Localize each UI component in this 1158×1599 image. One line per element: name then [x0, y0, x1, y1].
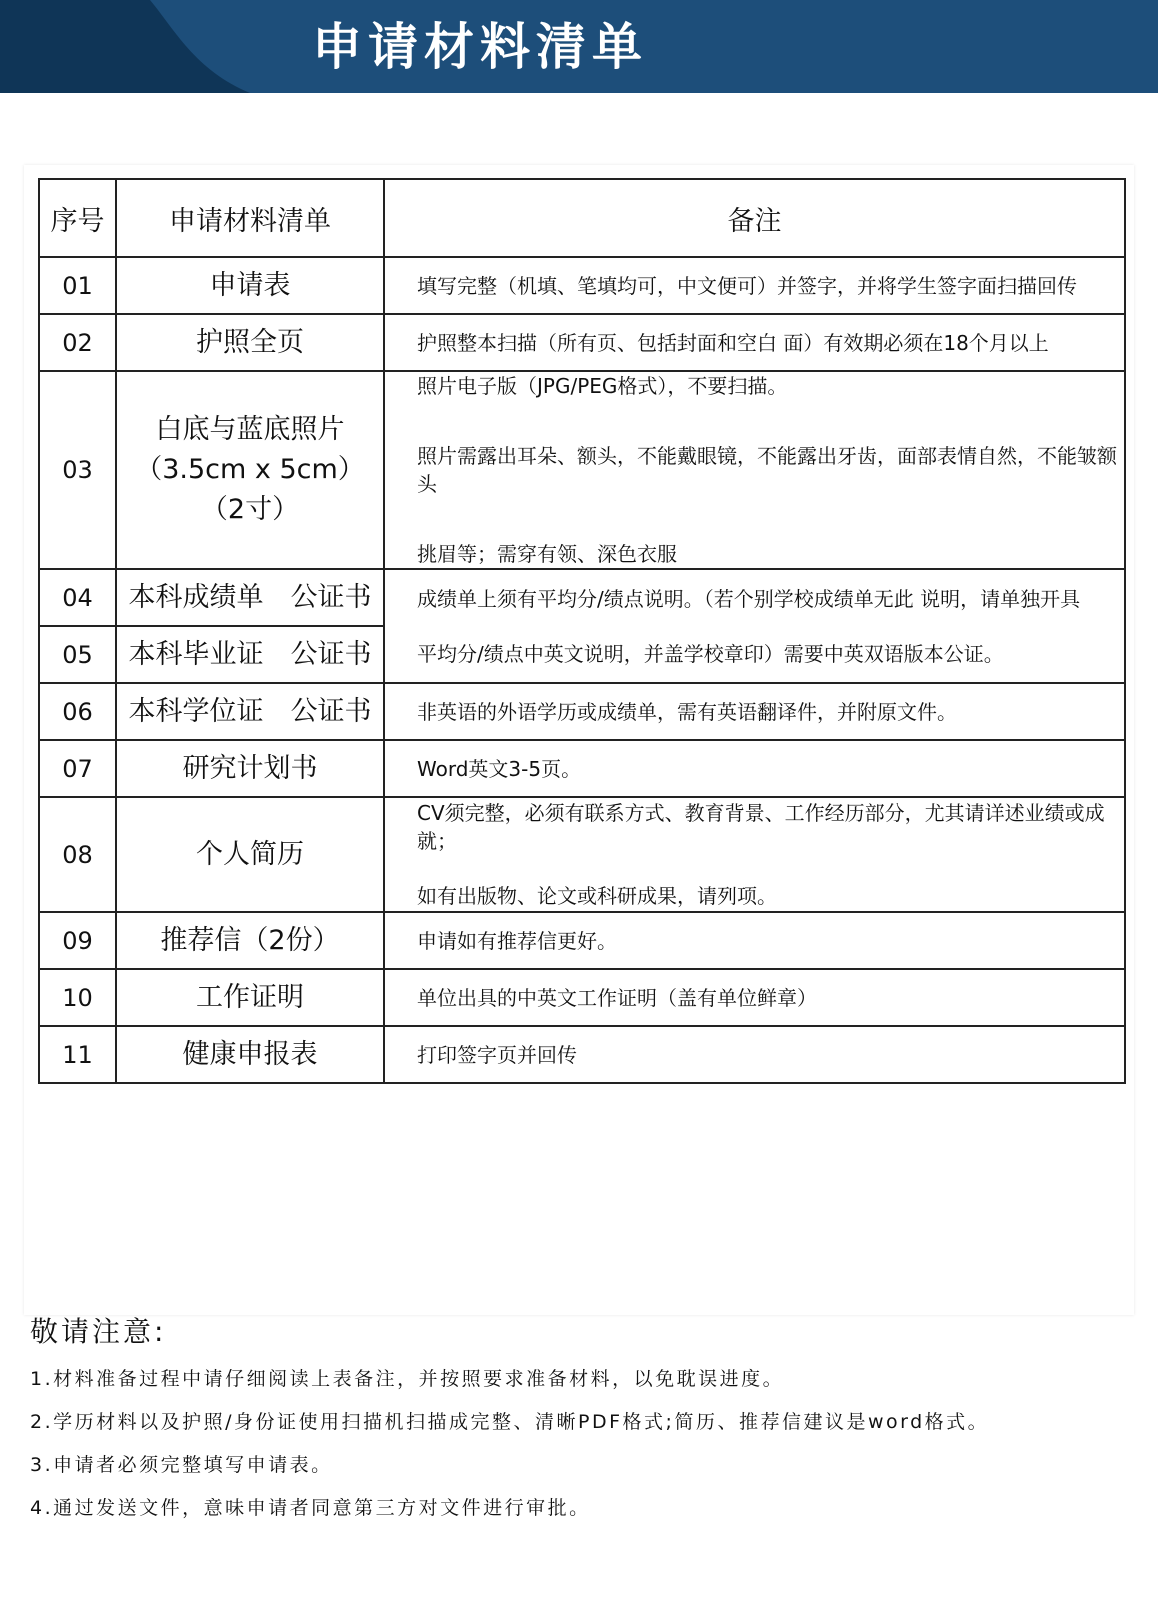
material-line: 白底与蓝底照片 — [155, 414, 345, 445]
row-note: 填写完整（机填、笔填均可，中文便可）并签字，并将学生签字面扫描回传 — [384, 257, 1125, 314]
row-note: Word英文3-5页。 — [384, 740, 1125, 797]
notice-section — [30, 1312, 989, 1530]
row-no: 02 — [39, 314, 116, 371]
row-material — [116, 371, 384, 569]
row-no: 08 — [39, 797, 116, 912]
material-line: （3.5cm x 5cm） — [135, 454, 365, 485]
notice-item: 3.申请者必须完整填写申请表。 — [30, 1454, 333, 1476]
note-line: CV须完整，必须有联系方式、教育背景、工作经历部分，尤其请详述业绩或成就； — [417, 801, 1105, 853]
material-line: （2寸） — [200, 494, 300, 525]
row-note — [384, 371, 1125, 569]
row-no: 01 — [39, 257, 116, 314]
row-material: 本科成绩单 公证书 — [116, 569, 384, 626]
page-title: 申请材料清单 — [312, 18, 648, 76]
row-material: 护照全页 — [116, 314, 384, 371]
row-material: 研究计划书 — [116, 740, 384, 797]
table-header-row — [39, 179, 1125, 257]
materials-table — [38, 178, 1126, 1084]
notice-item: 2.学历材料以及护照/身份证使用扫描机扫描成完整、清晰PDF格式;简历、推荐信建议是word格式。 — [30, 1411, 990, 1433]
table-row — [39, 569, 1125, 626]
header-banner — [0, 0, 1158, 93]
row-note: 护照整本扫描（所有页、包括封面和空白 面）有效期必须在18个月以上 — [384, 314, 1125, 371]
row-no: 09 — [39, 912, 116, 969]
table-row — [39, 1026, 1125, 1083]
row-note — [384, 797, 1125, 912]
row-note: 打印签字页并回传 — [384, 1026, 1125, 1083]
column-header-note: 备注 — [384, 179, 1125, 257]
table-row — [39, 969, 1125, 1026]
note-line: 如有出版物、论文或科研成果，请列项。 — [417, 884, 777, 908]
row-no: 06 — [39, 683, 116, 740]
note-line: 照片电子版（JPG/PEG格式），不要扫描。 — [417, 374, 788, 398]
row-note: 申请如有推荐信更好。 — [384, 912, 1125, 969]
row-no: 10 — [39, 969, 116, 1026]
row-material: 申请表 — [116, 257, 384, 314]
table-row — [39, 683, 1125, 740]
row-material: 健康申报表 — [116, 1026, 384, 1083]
row-material: 推荐信（2份） — [116, 912, 384, 969]
note-line: 挑眉等；需穿有领、深色衣服 — [417, 542, 677, 566]
row-note: 单位出具的中英文工作证明（盖有单位鲜章） — [384, 969, 1125, 1026]
note-line: 成绩单上须有平均分/绩点说明。（若个别学校成绩单无此 说明，请单独开具 — [417, 586, 1081, 611]
table-row — [39, 314, 1125, 371]
column-header-material: 申请材料清单 — [116, 179, 384, 257]
table-row — [39, 912, 1125, 969]
row-material: 本科毕业证 公证书 — [116, 626, 384, 683]
table-row — [39, 371, 1125, 569]
row-material: 工作证明 — [116, 969, 384, 1026]
row-material: 个人简历 — [116, 797, 384, 912]
notice-title: 敬请注意: — [30, 1315, 167, 1348]
table-row — [39, 797, 1125, 912]
table-row — [39, 740, 1125, 797]
notice-item: 1.材料准备过程中请仔细阅读上表备注，并按照要求准备材料，以免耽误进度。 — [30, 1368, 785, 1390]
notice-item: 4.通过发送文件，意味申请者同意第三方对文件进行审批。 — [30, 1497, 591, 1519]
row-note-merged — [384, 569, 1125, 683]
note-line: 照片需露出耳朵、额头，不能戴眼镜，不能露出牙齿，面部表情自然，不能皱额头 — [417, 444, 1117, 496]
row-no: 03 — [39, 371, 116, 569]
row-material: 本科学位证 公证书 — [116, 683, 384, 740]
note-line: 平均分/绩点中英文说明，并盖学校章印）需要中英双语版本公证。 — [417, 641, 1004, 666]
row-no: 04 — [39, 569, 116, 626]
row-no: 11 — [39, 1026, 116, 1083]
table-row — [39, 257, 1125, 314]
row-no: 07 — [39, 740, 116, 797]
row-note: 非英语的外语学历或成绩单，需有英语翻译件，并附原文件。 — [384, 683, 1125, 740]
row-no: 05 — [39, 626, 116, 683]
column-header-no: 序号 — [39, 179, 116, 257]
